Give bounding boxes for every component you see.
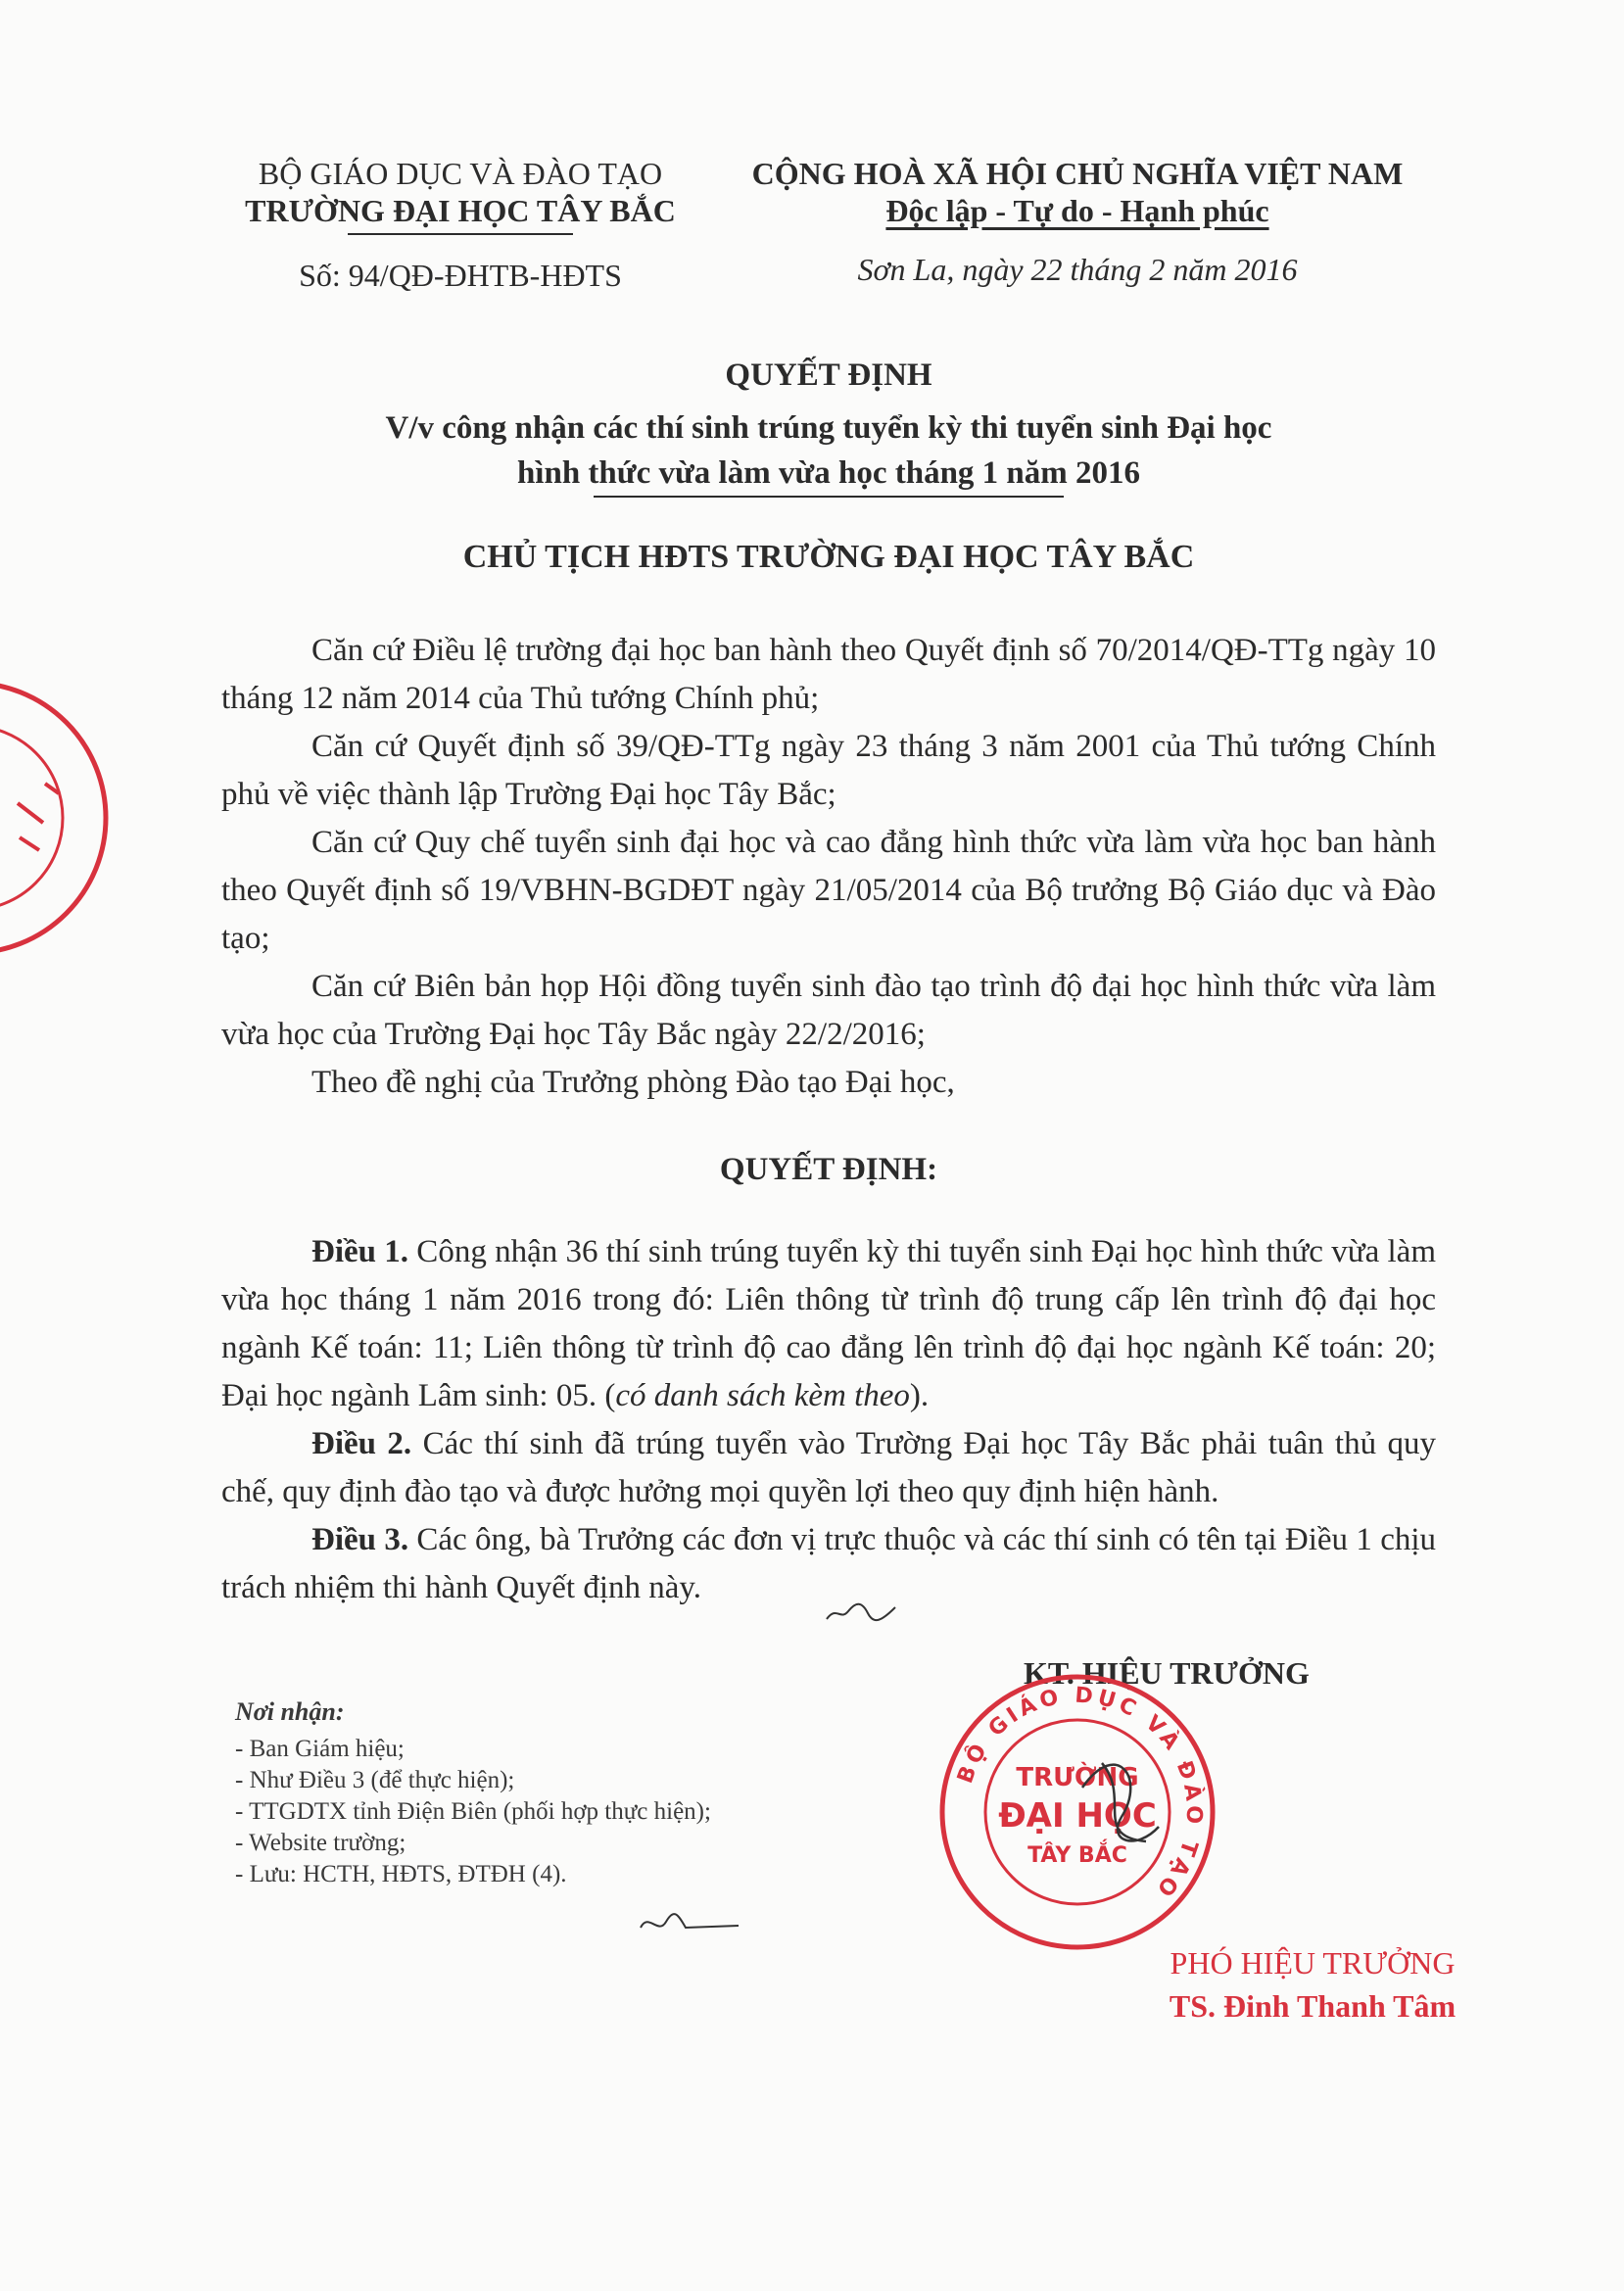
initial-mark: [823, 1592, 901, 1631]
seal-line-3: TÂY BẮC: [1027, 1843, 1127, 1868]
seal-line-2: ĐẠI HỌC: [998, 1796, 1157, 1836]
legal-bases: [221, 627, 1436, 1107]
signer-name: TS. Đinh Thanh Tâm: [1169, 1988, 1457, 2024]
article-note: có danh sách kèm theo: [615, 1378, 910, 1413]
header-left: [215, 155, 705, 294]
articles: [221, 1228, 1436, 1612]
basis-paragraph: Căn cứ Điều lệ trường đại học ban hành theo Quyết định số 70/2014/QĐ-TTg ngày 10 tháng 12 năm 2014 của Thủ tướng Chính phủ;: [221, 633, 1436, 716]
subject-line-2: hình thức vừa làm vừa học tháng 1 năm 2016: [516, 455, 1141, 491]
document-number: Số: 94/QĐ-ĐHTB-HĐTS: [299, 258, 622, 293]
ministry-name: BỘ GIÁO DỤC VÀ ĐÀO TẠO: [258, 156, 663, 191]
article-text: Công nhận 36 thí sinh trúng tuyển kỳ thi tuyển sinh Đại học hình thức vừa làm vừa học tháng 1 năm 2016 trong đó: Liên thông từ trình độ trung cấp lên trình độ đại học ngành Kế toán: 11; Liên thông từ trình độ cao đẳng lên trình độ đại học ngành Kế toán: 20; Đại học ngành Lâm sinh: 05. (: [221, 1234, 1437, 1413]
subject-line-1: V/v công nhận các thí sinh trúng tuyển kỳ thi tuyển sinh Đại học: [385, 410, 1272, 446]
on-behalf-prefix: KT.: [1024, 1655, 1075, 1691]
article-text: Các thí sinh đã trúng tuyển vào Trường Đại học Tây Bắc phải tuân thủ quy chế, quy định đào tạo và được hưởng mọi quyền lợi theo quy định hiện hành.: [221, 1426, 1436, 1509]
article-text: Các ông, bà Trưởng các đơn vị trực thuộc và các thí sinh có tên tại Điều 1 chịu trách nhiệm thi hành Quyết định này.: [221, 1522, 1437, 1605]
margin-seal: [0, 676, 118, 960]
margin-seal-inner-ring: [0, 726, 63, 910]
article-2: [221, 1420, 1436, 1516]
decision-title: QUYẾT ĐỊNH: [725, 358, 932, 393]
recipient-item: - Ban Giám hiệu;: [235, 1736, 405, 1762]
subject-underline: [594, 496, 1064, 498]
university-seal: [935, 1670, 1219, 1954]
basis-paragraph: Căn cứ Quyết định số 39/QĐ-TTg ngày 23 tháng 3 năm 2001 của Thủ tướng Chính phủ về việc thành lập Trường Đại học Tây Bắc;: [221, 729, 1436, 812]
margin-seal-fragment: [18, 784, 59, 850]
university-name: TRƯỜNG ĐẠI HỌC TÂY BẮC: [245, 193, 676, 228]
authority-title: CHỦ TỊCH HĐTS TRƯỜNG ĐẠI HỌC TÂY BẮC: [462, 539, 1195, 575]
seal-line-1: TRƯỜNG: [1016, 1763, 1139, 1792]
recipient-item: - TTGDTX tỉnh Điện Biên (phối hợp thực hiện);: [235, 1798, 711, 1825]
recipients-heading: Nơi nhận:: [235, 1697, 345, 1726]
recipient-item: - Như Điều 3 (để thực hiện);: [235, 1767, 515, 1793]
title-block: [221, 353, 1436, 580]
article-1: [221, 1228, 1436, 1420]
basis-paragraph: Căn cứ Quy chế tuyển sinh đại học và cao đẳng hình thức vừa làm vừa học ban hành theo Quyết định số 19/VBHN-BGDĐT ngày 21/05/2014 của Bộ trưởng Bộ Giáo dục và Đào tạo;: [221, 825, 1436, 956]
signer-role: PHÓ HIỆU TRƯỞNG: [1170, 1945, 1456, 1981]
basis-paragraph: Căn cứ Biên bản họp Hội đồng tuyển sinh đào tạo trình độ đại học hình thức vừa làm vừa học của Trường Đại học Tây Bắc ngày 22/2/2016;: [221, 969, 1436, 1052]
article-tail: ).: [909, 1378, 930, 1413]
national-motto: Độc lập - Tự do - Hạnh phúc: [885, 193, 1269, 228]
recipient-item: - Lưu: HCTH, HĐTS, ĐTĐH (4).: [235, 1861, 567, 1887]
recipient-item: - Website trường;: [235, 1830, 406, 1856]
seal-ring-text: BỘ GIÁO DỤC VÀ ĐÀO TẠO: [953, 1683, 1207, 1904]
article-label: Điều 2.: [311, 1426, 412, 1461]
signature-office: HIỆU TRƯỞNG: [1081, 1655, 1310, 1691]
recipients: [235, 1696, 921, 1890]
header-left-divider: [348, 233, 573, 235]
decision-heading: QUYẾT ĐỊNH:: [719, 1152, 938, 1187]
header-right: [725, 155, 1430, 288]
article-label: Điều 1.: [311, 1234, 409, 1269]
initial-mark: [637, 1902, 744, 1941]
article-label: Điều 3.: [311, 1522, 409, 1557]
country-name: CỘNG HOÀ XÃ HỘI CHỦ NGHĨA VIỆT NAM: [751, 156, 1404, 191]
place-date: Sơn La, ngày 22 tháng 2 năm 2016: [857, 252, 1298, 287]
margin-seal-outer-ring: [0, 683, 106, 953]
basis-paragraph: Theo đề nghị của Trưởng phòng Đào tạo Đại học,: [311, 1065, 955, 1100]
signer-block: [1107, 1941, 1518, 2028]
